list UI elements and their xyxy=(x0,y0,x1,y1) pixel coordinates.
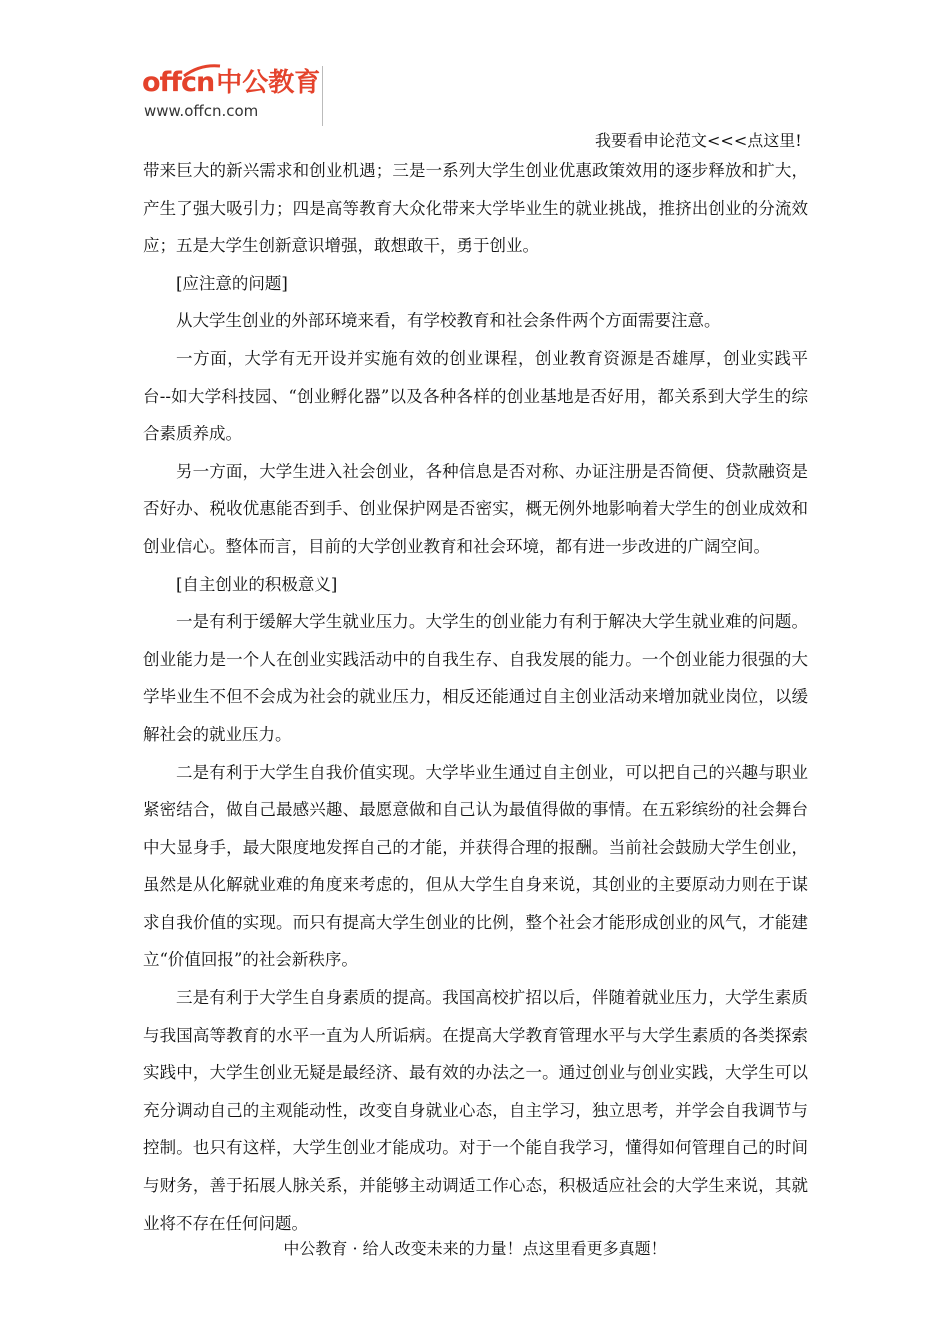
paragraph-continued: 带来巨大的新兴需求和创业机遇；三是一系列大学生创业优惠政策效用的逐步释放和扩大，产生了强大吸引力；四是高等教育大众化带来大学毕业生的就业挑战，推挤出创业的分流效应；五是大学生创新意识增强，敢想敢干，勇于创业。 xyxy=(143,161,808,256)
section-heading-significance: [自主创业的积极意义] xyxy=(176,574,338,594)
paragraph: 另一方面，大学生进入社会创业，各种信息是否对称、办证注册是否简便、贷款融资是否好办、税收优惠能否到手、创业保护网是否密实，概无例外地影响着大学生的创业成效和创业信心。整体而言，目前的大学创业教育和社会环境，都有进一步改进的广阔空间。 xyxy=(143,461,808,556)
paragraph: 从大学生创业的外部环境来看，有学校教育和社会条件两个方面需要注意。 xyxy=(176,311,721,331)
footer-more-questions-link[interactable]: 中公教育 · 给人改变未来的力量！点这里看更多真题！ xyxy=(283,1239,667,1258)
paragraph: 一方面，大学有无开设并实施有效的创业课程，创业教育资源是否雄厚，创业实践平台--如大学科技园、“创业孵化器”以及各种各样的创业基地是否好用，都关系到大学生的综合素质养成。 xyxy=(143,348,808,444)
logo-wordmark xyxy=(142,66,320,100)
offcn-logo[interactable] xyxy=(142,66,322,126)
paragraph: 二是有利于大学生自我价值实现。大学毕业生通过自主创业，可以把自己的兴趣与职业紧密结合，做自己最感兴趣、最愿意做和自己认为最值得做的事情。在五彩缤纷的社会舞台中大显身手，最大限度地发挥自己的才能，并获得合理的报酬。当前社会鼓励大学生创业，虽然是从化解就业难的角度来考虑的，但从大学生自身来说，其创业的主要原动力则在于谋求自我价值的实现。而只有提高大学生创业的比例，整个社会才能形成创业的风气，才能建立“价值回报”的社会新秩序。 xyxy=(143,762,808,970)
paragraph: 三是有利于大学生自身素质的提高。我国高校扩招以后，伴随着就业压力，大学生素质与我国高等教育的水平一直为人所诟病。在提高大学教育管理水平与大学生素质的各类探索实践中，大学生创业无疑是最经济、最有效的办法之一。通过创业与创业实践，大学生可以充分调动自己的主观能动性，改变自身就业心态，自主学习，独立思考，并学会自我调节与控制。也只有这样，大学生创业才能成功。对于一个能自我学习，懂得如何管理自己的时间与财务，善于拓展人脉关系，并能够主动调适工作心态，积极适应社会的大学生来说，其就业将不存在任何问题。 xyxy=(143,988,808,1233)
section-heading-issues: [应注意的问题] xyxy=(176,273,288,293)
logo-url: www.offcn.com xyxy=(144,102,259,120)
logo-chinese-name: 中公教育 xyxy=(216,68,321,98)
logo-divider xyxy=(322,66,323,126)
essay-samples-link[interactable]: 我要看申论范文<<<点这里! xyxy=(595,131,802,150)
logo-brand: offcn xyxy=(142,67,215,98)
logo-swoosh-icon xyxy=(182,64,222,78)
paragraph: 一是有利于缓解大学生就业压力。大学生的创业能力有利于解决大学生就业难的问题。创业能力是一个人在创业实践活动中的自我生存、自我发展的能力。一个创业能力很强的大学毕业生不但不会成为社会的就业压力，相反还能通过自主创业活动来增加就业岗位，以缓解社会的就业压力。 xyxy=(143,612,808,744)
article-body xyxy=(143,152,808,1242)
